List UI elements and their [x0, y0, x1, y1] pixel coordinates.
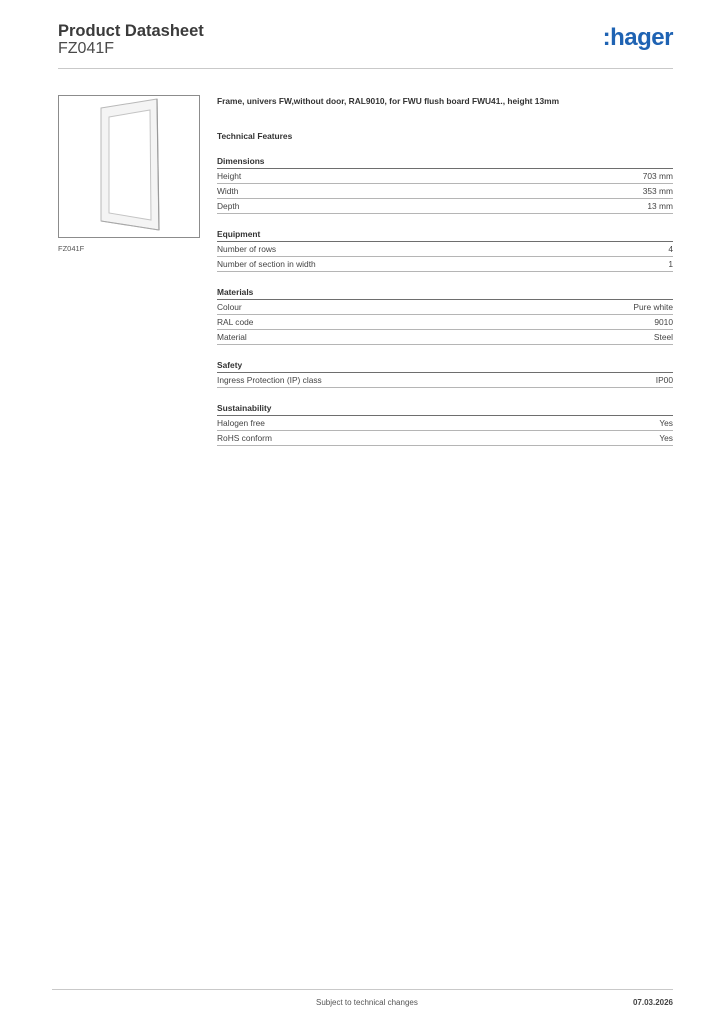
feature-value: Steel [653, 332, 673, 342]
feature-label: Number of rows [217, 244, 277, 254]
feature-value: 4 [668, 244, 673, 254]
feature-value: Pure white [633, 302, 673, 312]
document-title: Product Datasheet [58, 22, 204, 40]
feature-group [217, 229, 673, 272]
feature-value: 353 mm [642, 186, 673, 196]
feature-group [217, 360, 673, 388]
feature-value: 1 [668, 259, 673, 269]
feature-value: Yes [659, 418, 673, 428]
feature-row [217, 373, 673, 388]
feature-value: 703 mm [642, 171, 673, 181]
header-divider [58, 68, 673, 69]
feature-value: Yes [659, 433, 673, 443]
feature-label: Width [217, 186, 239, 196]
feature-label: Height [217, 171, 242, 181]
feature-label: Halogen free [217, 418, 265, 428]
feature-group-title: Sustainability [217, 403, 673, 416]
feature-label: Depth [217, 201, 240, 211]
feature-row [217, 315, 673, 330]
product-description: Frame, univers FW,without door, RAL9010, for FWU flush board FWU41., height 13mm [217, 96, 560, 106]
image-caption: FZ041F [58, 244, 85, 253]
product-image [58, 95, 200, 238]
feature-label: Ingress Protection (IP) class [217, 375, 322, 385]
feature-group-title: Dimensions [217, 156, 673, 169]
feature-row [217, 169, 673, 184]
hager-logo: :hager [602, 24, 673, 51]
feature-group-title: Materials [217, 287, 673, 300]
feature-label: RoHS conform [217, 433, 272, 443]
feature-label: Material [217, 332, 247, 342]
page-header [58, 20, 673, 70]
feature-row [217, 242, 673, 257]
feature-label: RAL code [217, 317, 254, 327]
feature-row [217, 257, 673, 272]
technical-features-heading: Technical Features [217, 131, 293, 141]
feature-label: Colour [217, 302, 242, 312]
feature-row [217, 330, 673, 345]
feature-group [217, 156, 673, 214]
technical-features-list [217, 156, 673, 446]
product-code: FZ041F [58, 40, 115, 57]
feature-row [217, 416, 673, 431]
feature-group [217, 403, 673, 446]
feature-group-title: Equipment [217, 229, 673, 242]
feature-row [217, 300, 673, 315]
footer-divider [52, 989, 673, 990]
feature-label: Number of section in width [217, 259, 316, 269]
feature-group-title: Safety [217, 360, 673, 373]
footer-date: 07.03.2026 [632, 998, 673, 1007]
feature-value: 9010 [654, 317, 673, 327]
feature-value: IP00 [655, 375, 673, 385]
feature-group [217, 287, 673, 345]
feature-value: 13 mm [647, 201, 673, 211]
feature-row [217, 184, 673, 199]
main-content [217, 96, 673, 446]
footer-note: Subject to technical changes [316, 998, 418, 1007]
feature-row [217, 199, 673, 214]
feature-row [217, 431, 673, 446]
